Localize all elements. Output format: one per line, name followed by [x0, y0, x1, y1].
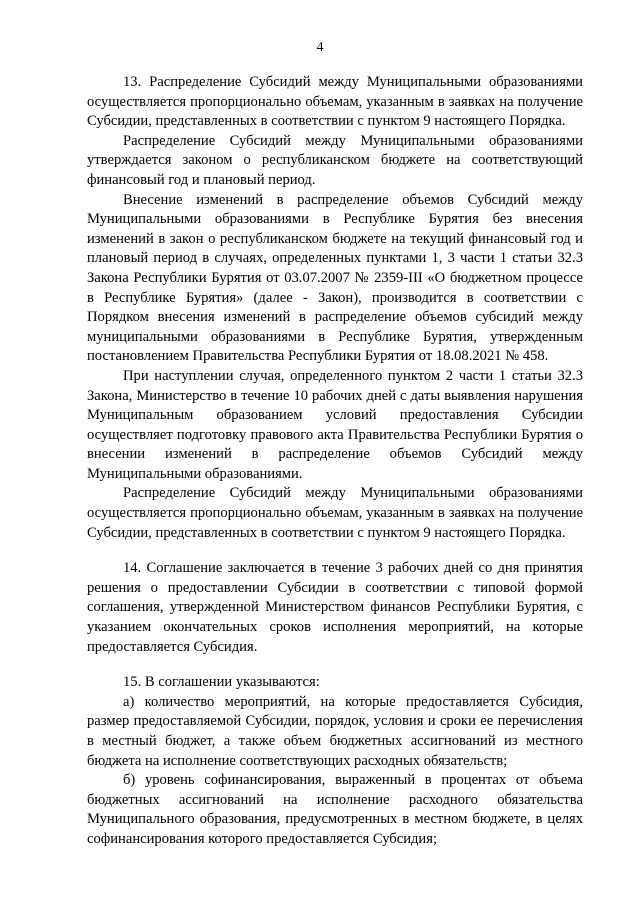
paragraph-13: 13. Распределение Субсидий между Муниципальными образованиями осуществляется пропорционально объемам, указанным в заявках на получение Субсидии, представленных в соответствии с пунктом 9 настоящего Порядка.: [87, 74, 583, 130]
paragraph-13-case: При наступлении случая, определенного пунктом 2 части 1 статьи 32.3 Закона, Министерство в течение 10 рабочих дней с даты выявления нарушения Муниципальным образованием условий предоставления Субсидии осуществляет подготовку правового акта Правительства Республики Бурятия о внесении изменений в распределение объемов Субсидий между Муниципальными образованиями.: [87, 367, 583, 482]
paragraph-15-heading: 15. В соглашении указываются:: [123, 674, 320, 691]
paragraph-13-distribution-law: Распределение Субсидий между Муниципальными образованиями утверждается законом о республиканском бюджете на соответствующий финансовый год и плановый период.: [87, 132, 583, 188]
paragraph-15-b: б) уровень софинансирования, выраженный в процентах от объема бюджетных ассигнований на исполнение расходного обязательства Муниципального образования, предусмотренных в местном бюджете, в целях софинансирования которого предоставляется Субсидия;: [87, 772, 583, 847]
document-body: [87, 73, 583, 850]
paragraph-13-changes: Внесение изменений в распределение объемов Субсидий между Муниципальными образованиями в Республике Бурятия без внесения изменений в закон о республиканском бюджете на текущий финансовый год и плановый период в случаях, определенных пунктами 1, 3 части 1 статьи 32.3 Закона Республики Бурятия от 03.07.2007 № 2359-III «О бюджетном процессе в Республике Бурятия» (далее - Закон), производится в соответствии с Порядком внесения изменений в распределение объемов субсидий между муниципальными образованиями в Республике Бурятия, утвержденным постановлением Правительства Республики Бурятия от 18.08.2021 № 458.: [87, 191, 583, 365]
page-number: 4: [316, 40, 324, 55]
paragraph-13-proportional: Распределение Субсидий между Муниципальными образованиями осуществляется пропорционально объемам, указанным в заявках на получение Субсидии, представленных в соответствии с пунктом 9 настоящего Порядка.: [87, 485, 583, 541]
paragraph-15-a: а) количество мероприятий, на которые предоставляется Субсидия, размер предоставляемой Субсидии, порядок, условия и сроки ее перечисления в местный бюджет, а также объем бюджетных ассигнований из местного бюджета на исполнение соответствующих расходных обязательств;: [87, 693, 583, 769]
paragraph-14: 14. Соглашение заключается в течение 3 рабочих дней со дня принятия решения о предоставлении Субсидии в соответствии с типовой формой соглашения, утвержденной Министерством финансов Республики Бурятия, с указанием окончательных сроков исполнения мероприятий, на которые предоставляется Субсидия.: [87, 560, 583, 655]
